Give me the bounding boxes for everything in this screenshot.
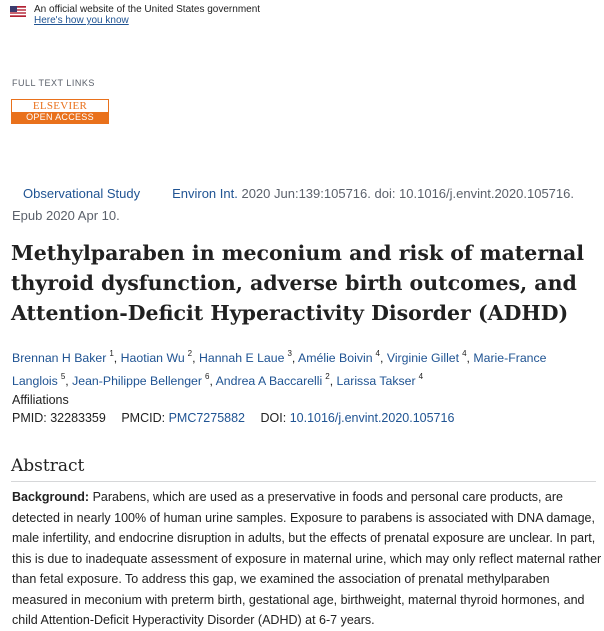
epub-date: Epub 2020 Apr 10. bbox=[12, 208, 120, 223]
background-text: Parabens, which are used as a preservative in foods and personal care products, are detected in nearly 100% of human urine samples. Exposure to parabens is associated with DNA damage, male infertility, and endocrine disruption in adults, but the effects of prenatal exposure are unclear. In part, this is due to inadequate assessment of exposure in maternal urine, which may only reflect maternal rather than fetal exposure. To address this gap, we examined the association of prenatal methylparaben measured in meconium with preterm birth, gestational age, birthweight, maternal thyroid hormones, and child Attention-Deficit Hyperactivity Disorder (ADHD) at 6-7 years. bbox=[12, 490, 602, 627]
elsevier-logo: ELSEVIER bbox=[32, 100, 88, 112]
article-title: Methylparaben in meconium and risk of maternal thyroid dysfunction, adverse birth outcomes, and Attention-Deficit Hyperactivity Disorder (ADHD) bbox=[11, 241, 585, 325]
background-label: Background: bbox=[12, 490, 90, 504]
elsevier-open-access-link[interactable] bbox=[11, 99, 109, 124]
author-link[interactable]: Andrea A Baccarelli $^2$ bbox=[215, 372, 330, 389]
pmcid-label: PMCID: bbox=[121, 411, 166, 425]
pmid-value: 32283359 bbox=[50, 411, 106, 425]
abstract-background-paragraph bbox=[12, 487, 602, 631]
full-text-links-heading: FULL TEXT LINKS bbox=[12, 78, 95, 88]
author-link[interactable]: Jean-Philippe Bellenger $^6$ bbox=[72, 372, 210, 389]
author-link[interactable]: Brennan H Baker $^1$ bbox=[12, 349, 114, 366]
doi-label: DOI: bbox=[260, 411, 287, 425]
author-link[interactable]: Larissa Takser $^4$ bbox=[336, 372, 424, 389]
article-citation-line bbox=[23, 185, 574, 203]
publication-type-link[interactable]: Observational Study bbox=[23, 186, 141, 201]
journal-link[interactable]: Environ Int. bbox=[172, 186, 238, 201]
abstract-divider bbox=[11, 481, 596, 482]
us-flag-icon bbox=[10, 6, 26, 17]
heres-how-you-know-link[interactable]: Here's how you know bbox=[34, 15, 129, 26]
doi-link[interactable]: 10.1016/j.envint.2020.105716 bbox=[289, 411, 455, 425]
author-link[interactable]: Marie-France Langlois $^5$ bbox=[12, 351, 547, 389]
author-link[interactable]: Hannah E Laue $^3$ bbox=[198, 349, 292, 366]
author-link[interactable]: Virginie Gillet $^4$ bbox=[386, 349, 467, 366]
author-link[interactable]: Amélie Boivin $^4$ bbox=[298, 349, 380, 366]
affiliations-toggle[interactable]: Affiliations bbox=[12, 393, 69, 407]
open-access-badge: OPEN ACCESS bbox=[12, 112, 108, 123]
abstract-heading: Abstract bbox=[11, 456, 85, 476]
pmid-label: PMID: bbox=[12, 411, 47, 425]
authors-list: Brennan H Baker $^1$, Haotian Wu $^2$, Hannah E Laue $^3$, Amélie Boivin $^4$, Virginie Gillet $^4$, Marie-France Langlois $^5$, Jean-Philippe Bellenger $^6$, Andrea A Baccarelli $^2$, Larissa Takser $^4$ bbox=[12, 349, 547, 389]
gov-banner-text: An official website of the United States government bbox=[34, 4, 261, 15]
author-link[interactable]: Haotian Wu $^2$ bbox=[120, 349, 193, 366]
article-identifiers bbox=[12, 410, 454, 426]
pmcid-link[interactable]: PMC7275882 bbox=[168, 411, 246, 425]
citation-text: 2020 Jun:139:105716. doi: 10.1016/j.envint.2020.105716. bbox=[241, 186, 574, 201]
